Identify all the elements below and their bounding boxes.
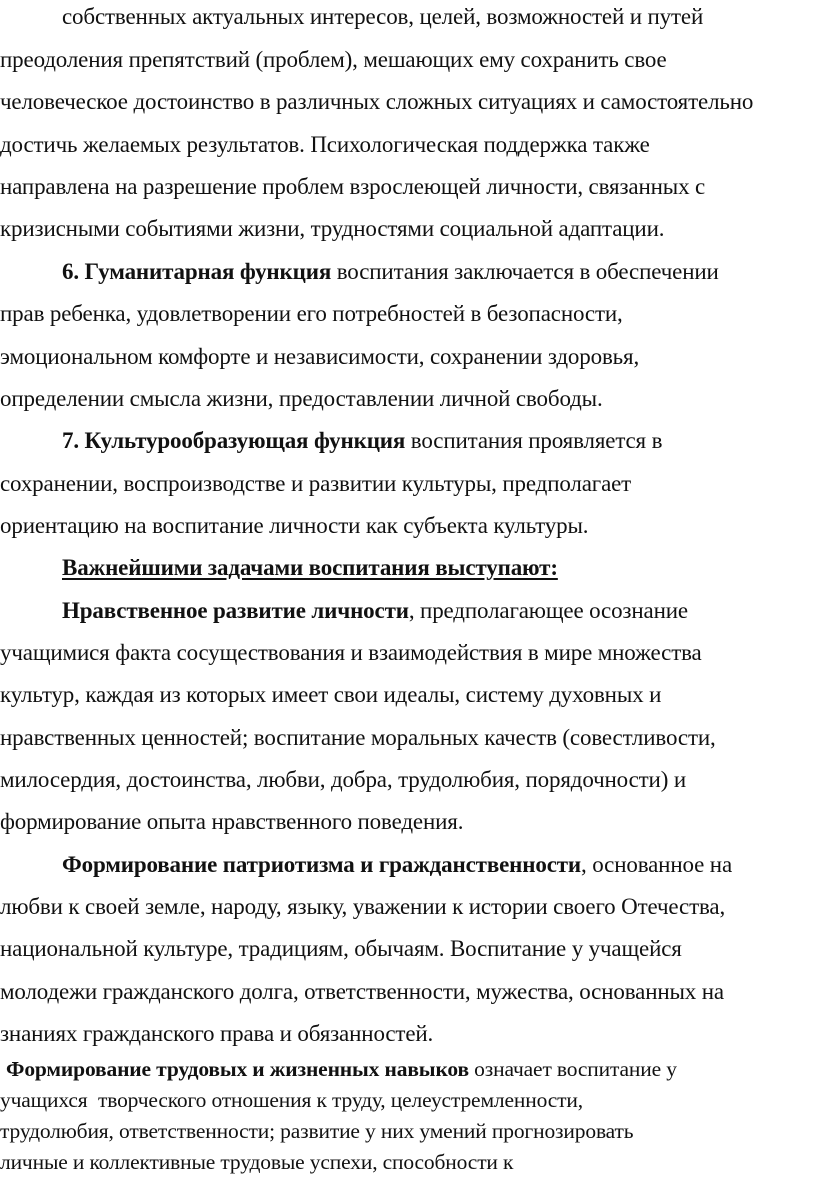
text-line bbox=[0, 214, 816, 244]
line-text: прав ребенка, удовлетворении его потребностей в безопасности, bbox=[0, 301, 623, 326]
text-line bbox=[0, 977, 816, 1007]
line-text: , основанное на bbox=[581, 852, 733, 877]
paragraph-patriotism bbox=[0, 850, 816, 880]
line-text: эмоциональном комфорте и независимости, сохранении здоровья, bbox=[0, 344, 640, 369]
text-line bbox=[0, 469, 816, 499]
line-text: личные и коллективные трудовые успехи, способности к bbox=[0, 1150, 514, 1174]
line-text: собственных актуальных интересов, целей, возможностей и путей bbox=[62, 4, 704, 29]
text-line bbox=[0, 765, 816, 795]
paragraph-culture-function bbox=[0, 426, 816, 456]
text-line bbox=[0, 2, 816, 32]
line-text: молодежи гражданского долга, ответственности, мужества, основанных на bbox=[0, 979, 724, 1004]
line-text: ориентацию на воспитание личности как субъекта культуры. bbox=[0, 513, 589, 538]
text-line bbox=[0, 384, 816, 414]
text-line bbox=[0, 638, 816, 668]
text-line bbox=[0, 1019, 816, 1049]
heading-culture-function: 7. Культурообразующая функция bbox=[62, 428, 406, 453]
line-text: трудолюбия, ответственности; развитие у них умений прогнозировать bbox=[0, 1119, 634, 1143]
paragraph-humanitarian-function bbox=[0, 257, 816, 287]
text-line bbox=[0, 87, 816, 117]
text-line bbox=[0, 1117, 816, 1145]
line-text: знаниях гражданского права и обязанностей. bbox=[0, 1021, 434, 1046]
line-text: определении смысла жизни, предоставлении личной свободы. bbox=[0, 386, 603, 411]
line-text: достичь желаемых результатов. Психологическая поддержка также bbox=[0, 132, 650, 157]
text-line bbox=[0, 934, 816, 964]
section-heading-tasks bbox=[0, 553, 816, 583]
line-text: учащихся творческого отношения к труду, целеустремленности, bbox=[0, 1088, 583, 1112]
line-text: формирование опыта нравственного поведения. bbox=[0, 809, 464, 834]
heading-moral-development: Нравственное развитие личности bbox=[62, 598, 409, 623]
line-text: культур, каждая из которых имеет свои идеалы, систему духовных и bbox=[0, 682, 662, 707]
line-text: воспитания заключается в обеспечении bbox=[331, 259, 719, 284]
line-text: национальной культуре, традициям, обычаям. Воспитание у учащейся bbox=[0, 936, 682, 961]
text-line bbox=[0, 130, 816, 160]
paragraph-moral-development bbox=[0, 596, 816, 626]
text-line bbox=[0, 1086, 816, 1114]
line-text: , предполагающее осознание bbox=[408, 598, 688, 623]
heading-labor-skills: Формирование трудовых и жизненных навыков bbox=[6, 1057, 469, 1081]
text-line bbox=[0, 299, 816, 329]
line-text: означает воспитание у bbox=[468, 1057, 677, 1081]
line-text: милосердия, достоинства, любви, добра, трудолюбия, порядочности) и bbox=[0, 767, 686, 792]
line-text: нравственных ценностей; воспитание моральных качеств (совестливости, bbox=[0, 725, 716, 750]
text-line bbox=[0, 680, 816, 710]
paragraph-labor-skills bbox=[0, 1055, 816, 1083]
line-text: учащимися факта сосуществования и взаимодействия в мире множества bbox=[0, 640, 702, 665]
heading-humanitarian-function: 6. Гуманитарная функция bbox=[62, 259, 332, 284]
line-text: человеческое достоинство в различных сложных ситуациях и самостоятельно bbox=[0, 89, 754, 114]
line-text: преодоления препятствий (проблем), мешающих ему сохранить свое bbox=[0, 47, 667, 72]
text-line bbox=[0, 511, 816, 541]
text-line bbox=[0, 892, 816, 922]
text-line bbox=[0, 723, 816, 753]
line-text: кризисными событиями жизни, трудностями социальной адаптации. bbox=[0, 216, 665, 241]
text-line bbox=[0, 172, 816, 202]
tasks-heading: Важнейшими задачами воспитания выступают: bbox=[62, 555, 558, 580]
line-text: любви к своей земле, народу, языку, уважении к истории своего Отечества, bbox=[0, 894, 726, 919]
text-line bbox=[0, 45, 816, 75]
heading-patriotism: Формирование патриотизма и гражданственности bbox=[62, 852, 582, 877]
text-line bbox=[0, 1148, 816, 1176]
text-line bbox=[0, 807, 816, 837]
line-text: направлена на разрешение проблем взрослеющей личности, связанных с bbox=[0, 174, 706, 199]
line-text: воспитания проявляется в bbox=[405, 428, 663, 453]
text-line bbox=[0, 342, 816, 372]
line-text: сохранении, воспроизводстве и развитии культуры, предполагает bbox=[0, 471, 632, 496]
